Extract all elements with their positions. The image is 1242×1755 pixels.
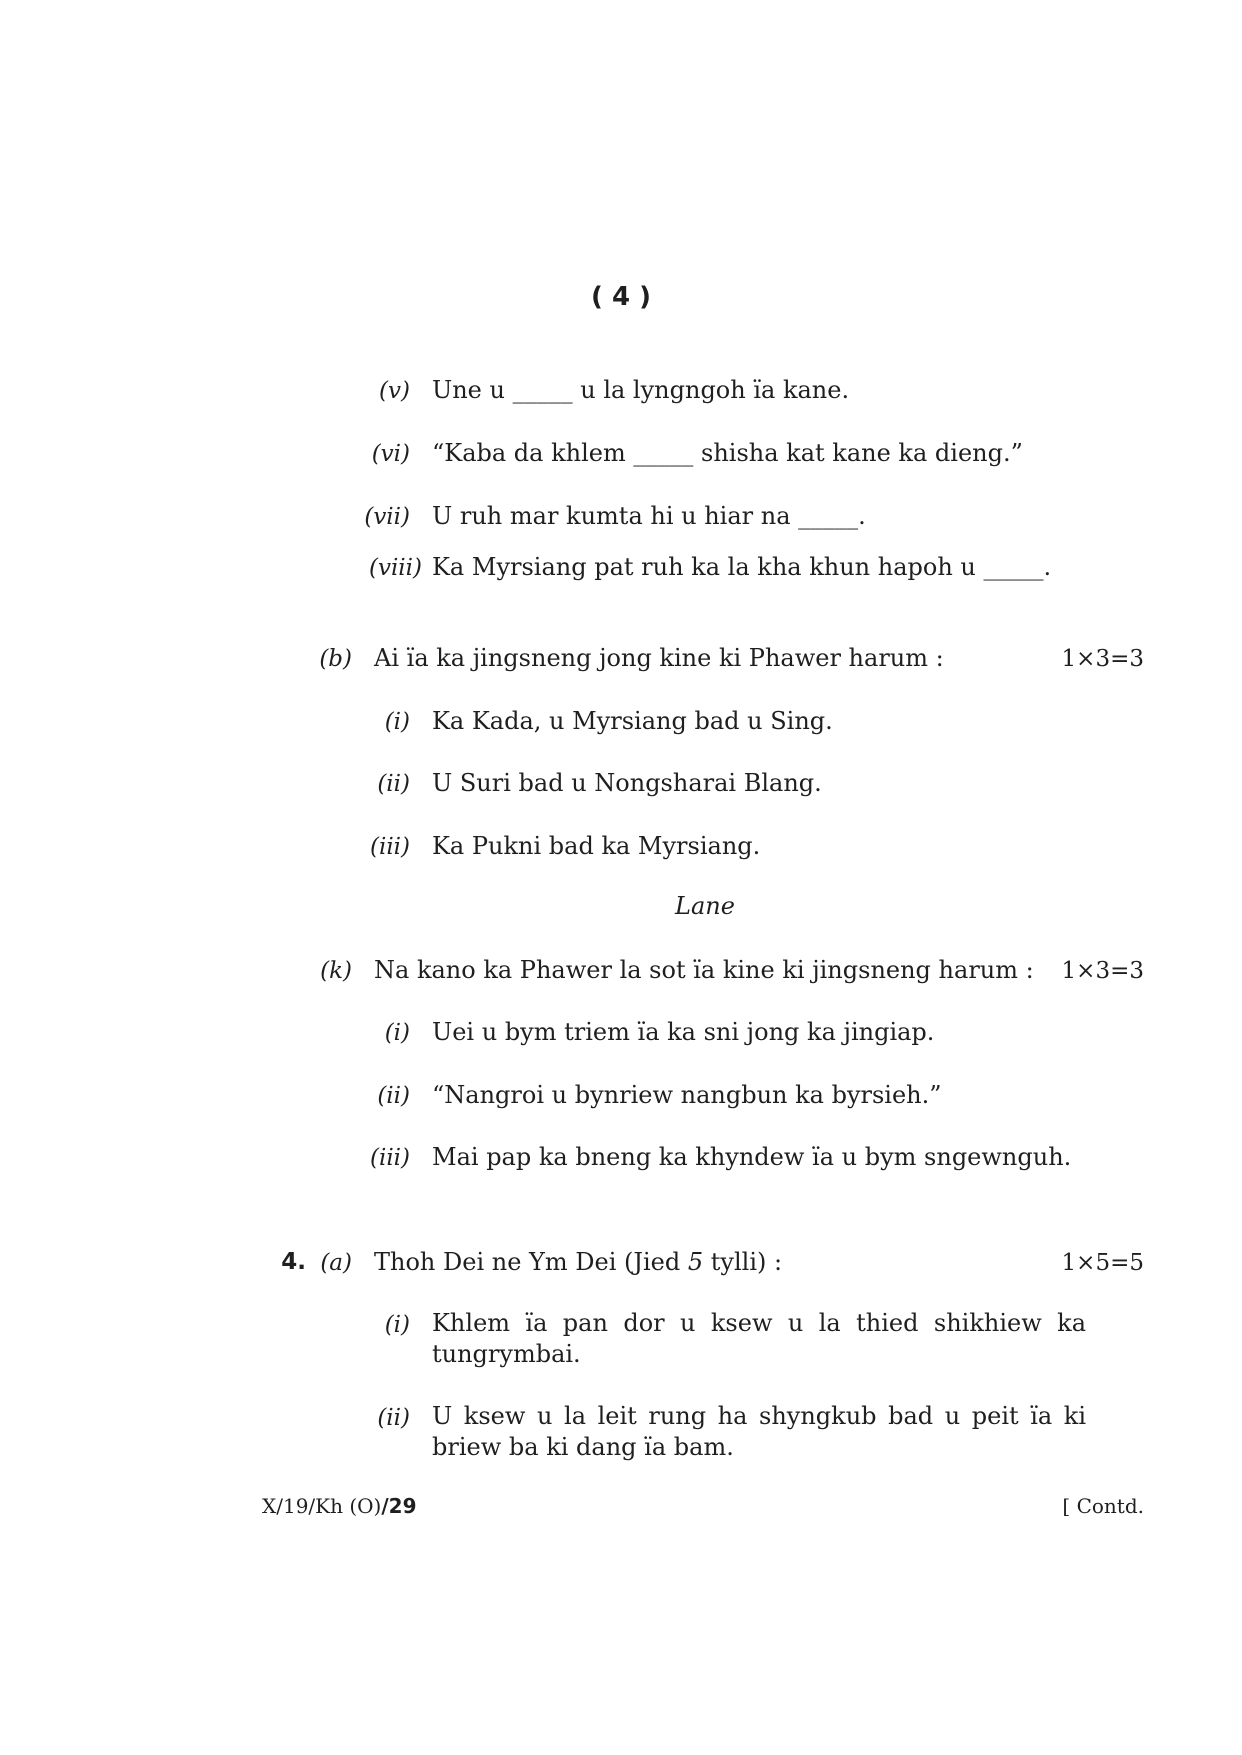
item-number: (vi) xyxy=(371,441,410,467)
item-text: Ka Pukni bad ka Myrsiang. xyxy=(432,832,761,860)
or-label: Lane xyxy=(675,892,735,920)
item-number: (i) xyxy=(384,1312,410,1338)
question-text-after: tylli) : xyxy=(703,1248,783,1276)
question-number: 4. xyxy=(281,1249,306,1275)
footer-code-bold: /29 xyxy=(381,1494,417,1518)
question-count: 5 xyxy=(687,1248,704,1276)
question-4a-marks: 1×5=5 xyxy=(1061,1250,1144,1276)
item-number: (i) xyxy=(384,709,410,735)
question-text-before: Thoh Dei ne Ym Dei (Jied xyxy=(374,1248,688,1276)
part-b-label: (b) xyxy=(319,646,352,672)
item-number: (ii) xyxy=(377,1083,410,1109)
part-k-label: (k) xyxy=(320,958,352,984)
item-text: Ka Myrsiang pat ruh ka la kha khun hapoh u _____. xyxy=(432,553,1052,581)
part-b-marks: 1×3=3 xyxy=(1061,646,1144,672)
item-text: “Kaba da khlem _____ shisha kat kane ka dieng.” xyxy=(432,439,1023,467)
item-text: Mai pap ka bneng ka khyndew ïa u bym sngewnguh. xyxy=(432,1143,1072,1171)
item-text: Ka Kada, u Myrsiang bad u Sing. xyxy=(432,707,833,735)
item-number: (iii) xyxy=(369,834,410,860)
item-number: (ii) xyxy=(377,1405,410,1431)
part-k-question: Na kano ka Phawer la sot ïa kine ki jingsneng harum : xyxy=(374,956,1034,984)
footer-contd: [ Contd. xyxy=(1062,1494,1144,1518)
item-text: “Nangroi u bynriew nangbun ka byrsieh.” xyxy=(432,1081,942,1109)
part-k-marks: 1×3=3 xyxy=(1061,958,1144,984)
question-4a-text xyxy=(374,1248,782,1276)
item-number: (iii) xyxy=(369,1145,410,1171)
item-text: U ksew u la leit rung ha shyngkub bad u peit ïa ki briew ba ki dang ïa bam. xyxy=(432,1402,1086,1461)
page-number: ( 4 ) xyxy=(591,282,651,312)
footer-code-text: X/19/Kh (O) xyxy=(262,1494,382,1518)
item-text: Uei u bym triem ïa ka sni jong ka jingiap. xyxy=(432,1018,935,1046)
item-number: (ii) xyxy=(377,771,410,797)
item-number: (v) xyxy=(379,378,410,404)
footer-code xyxy=(262,1494,417,1518)
item-text: Khlem ïa pan dor u ksew u la thied shikhiew ka tungrymbai. xyxy=(432,1309,1086,1368)
question-4a-label: (a) xyxy=(320,1250,352,1276)
item-text: U Suri bad u Nongsharai Blang. xyxy=(432,769,822,797)
item-number: (i) xyxy=(384,1020,410,1046)
item-text: U ruh mar kumta hi u hiar na _____. xyxy=(432,502,866,530)
item-text: Une u _____ u la lyngngoh ïa kane. xyxy=(432,376,850,404)
item-number: (viii) xyxy=(368,555,422,581)
item-number: (vii) xyxy=(364,504,410,530)
part-b-question: Ai ïa ka jingsneng jong kine ki Phawer harum : xyxy=(374,644,944,672)
